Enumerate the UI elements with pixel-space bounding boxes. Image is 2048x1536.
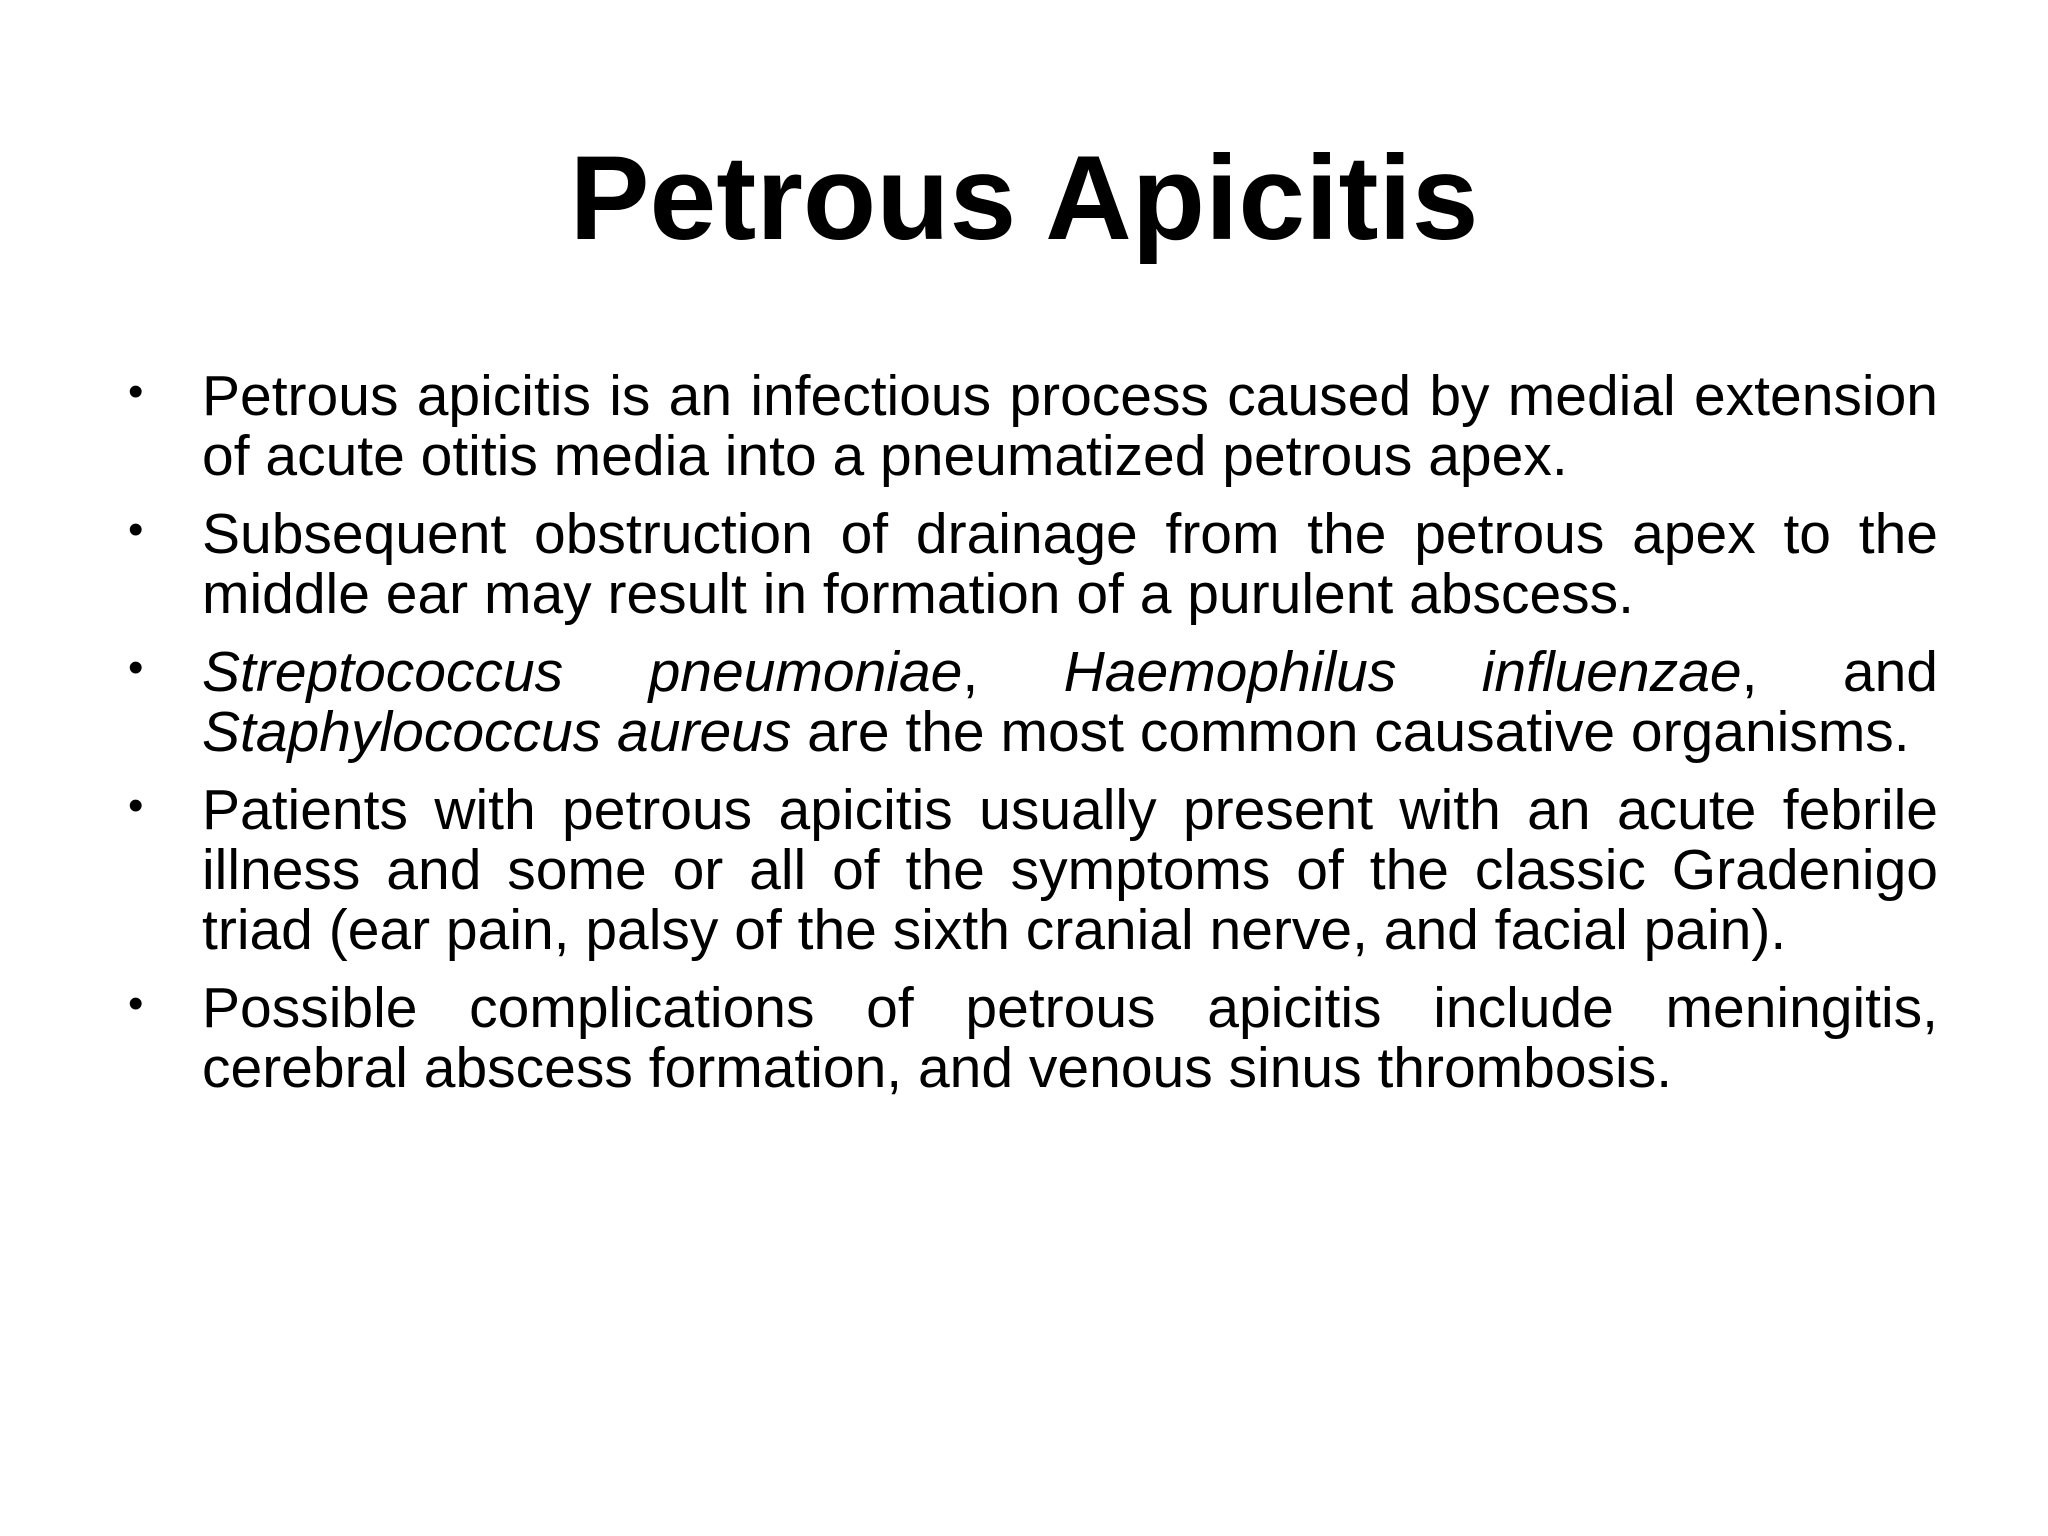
organism-name: Haemophilus influenzae [1063,640,1742,704]
slide-title: Petrous Apicitis [569,131,1479,265]
text-segment: Petrous apicitis is an infectious process caused by medial extension of acute otitis media into a pneumatized petrous apex. [202,364,1938,488]
bullet-marker: • [128,367,144,416]
text-segment: Possible complications of petrous apicitis include meningitis, cerebral abscess formation, and venous sinus thrombosis. [202,976,1938,1100]
bullet-item [122,504,1938,624]
bullet-text [202,640,1938,764]
bullet-item [122,978,1938,1098]
text-segment: Patients with petrous apicitis usually present with an acute febrile illness and some or all of the symptoms of the classic Gradenigo triad (ear pain, palsy of the sixth cranial nerve, and facial pain). [202,778,1938,962]
text-segment: , [962,640,1064,704]
bullet-list [122,366,1938,1116]
bullet-text [202,364,1938,488]
text-segment: Subsequent obstruction of drainage from the petrous apex to the middle ear may result in formation of a purulent abscess. [202,502,1938,626]
bullet-text [202,778,1938,962]
bullet-text [202,502,1938,626]
text-segment: , and [1741,640,1938,704]
bullet-text [202,976,1938,1100]
bullet-item [122,780,1938,960]
bullet-item [122,642,1938,762]
bullet-marker: • [128,979,144,1028]
organism-name: Streptococcus pneumoniae [202,640,963,704]
text-segment: are the most common causative organisms. [791,700,1910,764]
bullet-marker: • [128,505,144,554]
bullet-marker: • [128,643,144,692]
bullet-item [122,366,1938,486]
bullet-marker: • [128,781,144,830]
organism-name: Staphylococcus aureus [202,700,792,764]
